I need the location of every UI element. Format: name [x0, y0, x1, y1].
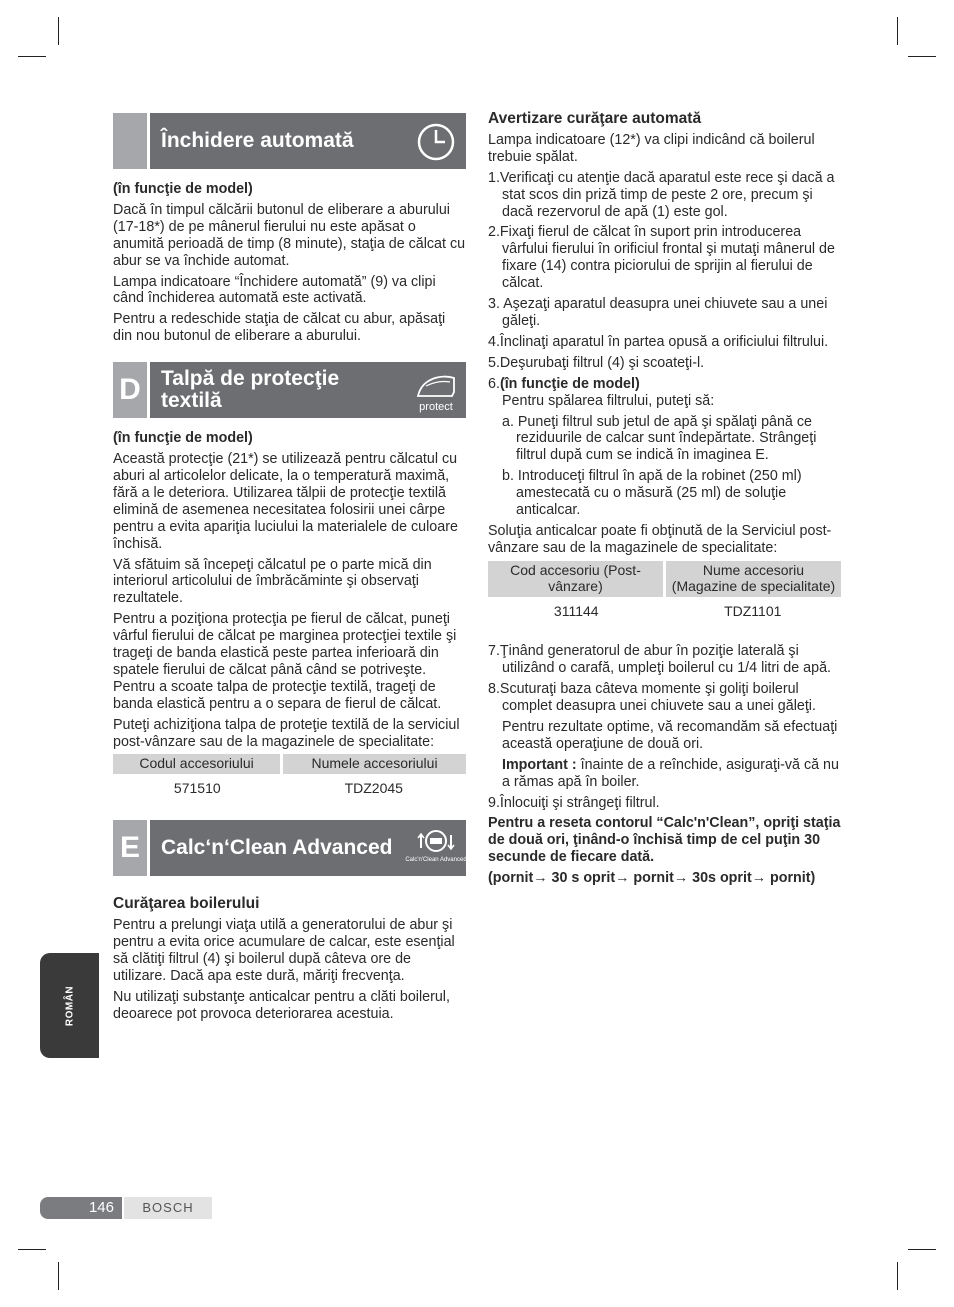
accessory-table — [488, 561, 841, 624]
crop-mark — [58, 17, 59, 45]
crop-mark — [897, 17, 898, 45]
language-label: ROMÂN — [64, 985, 75, 1026]
model-note: (în funcţie de model) — [113, 181, 253, 197]
table-header-code: Codul accesoriului — [113, 754, 282, 774]
section-header-d — [113, 362, 466, 418]
section-header-auto-off — [113, 113, 466, 169]
icon-label: Calc'n'Clean Advanced — [405, 857, 467, 864]
table-header-name: Nume accesoriu (Magazine de specialitate) — [665, 561, 842, 597]
important-text: înainte de a reînchide, asiguraţi-vă că nu a rămas apă în boiler. — [502, 756, 839, 790]
header-separator — [147, 820, 150, 876]
sub-list-item: b. Introduceţi filtrul în apă de la robinet (250 ml) amestecată cu o măsură (25 ml) de soluţie anticalcar. — [502, 468, 802, 519]
list-item: 2.Fixaţi fierul de călcat în suport prin introducerea vârfului fierului în orificiul frontal şi mutaţi mânerul de fixare (14) contra piciorului de sprijin al fierului de călcat. — [488, 224, 835, 292]
section-title — [161, 362, 339, 418]
section-header-e — [113, 820, 466, 876]
table-header-row — [113, 754, 466, 774]
table-header-row — [488, 561, 841, 597]
paragraph: Această protecţie (21*) se utilizează pentru călcatul cu aburi al articolelor delicate, la o temperatură maximă, fără a le deteriora. Utilizarea tălpii de protecţie textilă elimină de asemenea necesitatea folosirii unei cârpe pentru a evita apariţia luciului la materialele de culoare închisă. — [113, 451, 458, 552]
list-item — [488, 376, 841, 393]
calc-n-clean-icon — [405, 824, 467, 872]
paragraph: Pentru a poziţiona protecţia pe fierul de călcat, puneţi vârful fierului de călcat pe marginea protecţiei textile şi trageţi de banda elastică peste partea inferioară din spatele fierului de călcat până când se potriveşte. Pentru a scoate talpa de protecţie textilă, trageţi de banda elastică pentru a o separa de fierul de călcat. — [113, 611, 457, 712]
list-item: 8.Scuturaţi baza câteva momente şi goliţi boilerul complet deasupra unei chiuvete sau a unei găleţi. — [488, 681, 816, 714]
crop-mark — [908, 56, 936, 57]
list-item-text: Pentru rezultate optime, vă recomandăm să efectuaţi această operaţiune de două ori. — [502, 718, 838, 752]
table-row — [488, 597, 841, 624]
section-letter: D — [113, 362, 147, 418]
crop-mark — [58, 1262, 59, 1290]
crop-mark — [908, 1249, 936, 1250]
paragraph: Pentru a redeschide staţia de călcat cu abur, apăsaţi din nou butonul de eliberare a aburului. — [113, 311, 446, 345]
table-cell-code: 571510 — [173, 779, 221, 796]
paragraph: Dacă în timpul călcării butonul de eliberare a aburului (17-18*) de pe mânerul fierului nu este apăsat o anumită perioadă de timp (8 minute), staţia de călcat cu abur se va închide automat. — [113, 201, 466, 269]
paragraph: Soluţia anticalcar poate fi obţinută de la Serviciul post-vânzare sau de la magazinele de specialitate: — [488, 522, 832, 556]
important-note — [488, 757, 841, 791]
paragraph: Puteţi achiziţiona talpa de proteţie textilă de la serviciul post-vânzare sau de la magazinele de specialitate: — [113, 716, 460, 750]
paragraph: Nu utilizaţi substanţe anticalcar pentru a clăti boilerul, deoarece pot provoca deteriorarea acestuia. — [113, 989, 450, 1022]
right-column — [488, 111, 841, 891]
section-title: Calc‘n‘Clean Advanced — [161, 836, 393, 860]
title-line-2: textilă — [161, 389, 222, 413]
paragraph: Lampa indicatoare (12*) va clipi indicând că boilerul trebuie spălat. — [488, 131, 815, 165]
table-header-name: Numele accesoriului — [282, 754, 466, 774]
reset-sequence: (pornit→ 30 s oprit→ pornit→ 30s oprit→ pornit) — [488, 870, 816, 887]
brand-label: BOSCH — [124, 1197, 212, 1219]
header-separator — [147, 113, 150, 169]
list-item-text: Pentru spălarea filtrului, puteţi să: — [502, 392, 715, 409]
list-number: 6. — [488, 375, 500, 392]
title-line-1: Talpă de protecţie — [161, 367, 340, 391]
iron-protect-icon — [412, 366, 460, 414]
table-header-code: Cod accesoriu (Post-vânzare) — [488, 561, 665, 597]
section-letter: E — [113, 820, 147, 876]
list-item: 7.Ţinând generatorul de abur în poziţie laterală şi utilizând o carafă, umpleţi boilerul cu 1/4 litri de apă. — [488, 643, 832, 677]
icon-label: protect — [419, 401, 453, 414]
crop-mark — [18, 1249, 46, 1250]
paragraph: Vă sfătuim să începeţi călcatul pe o parte mică din interiorul articolului de îmbrăcăminte şi observaţi rezultatele. — [113, 556, 432, 607]
table-row — [113, 774, 466, 801]
model-note: (în funcţie de model) — [499, 375, 640, 392]
crop-mark — [18, 56, 46, 57]
language-tab — [40, 953, 99, 1058]
list-item: 1.Verificaţi cu atenţie dacă aparatul este rece şi dacă a stat scos din priză timp de peste 2 ore, precum şi dacă rezervorul de apă (1) este gol. — [488, 169, 835, 220]
important-label: Important : — [502, 756, 577, 773]
list-item: 3. Aşezaţi aparatul deasupra unei chiuvete sau a unei găleţi. — [488, 296, 828, 329]
clock-icon — [412, 117, 460, 165]
left-column — [113, 113, 466, 1027]
table-cell-name: TDZ1101 — [724, 602, 782, 619]
subheading: Avertizare curăţare automată — [488, 110, 702, 127]
page-number: 146 — [40, 1197, 122, 1219]
list-item: 5.Deşurubaţi filtrul (4) şi scoateţi-l. — [488, 354, 705, 371]
list-item: 4.Înclinaţi aparatul în partea opusă a orificiului filtrului. — [488, 333, 829, 350]
section-title: Închidere automată — [161, 129, 354, 152]
list-item: 9.Înlocuiţi şi strângeţi filtrul. — [488, 794, 660, 811]
paragraph: Lampa indicatoare “Închidere automată” (9) va clipi când închiderea automată este activată. — [113, 273, 436, 307]
section-letter-box — [113, 113, 147, 169]
paragraph: Pentru a prelungi viaţa utilă a generatorului de abur şi pentru a evita orice acumulare de calcar, este esenţial să clătiţi filtrul (4) şi boilerul după câteva ore de utilizare. Dacă apa este dură, măriţi frecvenţa. — [113, 917, 455, 985]
reset-instruction: Pentru a reseta contorul “Calc'n'Clean”, opriţi staţia de două ori, ţinând-o închisă timp de cel puţin 30 secunde de fiecare dată. — [488, 815, 841, 866]
header-separator — [147, 362, 150, 418]
table-cell-name: TDZ2045 — [344, 779, 403, 796]
sub-list-item: a. Puneţi filtrul sub jetul de apă şi spălaţi până ce reziduurile de calcar sunt îndepărtate. Strângeţi filtrul după cum se indică în imaginea E. — [502, 413, 817, 464]
model-note: (în funcţie de model) — [113, 430, 253, 447]
subheading: Curăţarea boilerului — [113, 895, 260, 913]
table-cell-code: 311144 — [553, 602, 599, 619]
accessory-table — [113, 754, 466, 800]
crop-mark — [897, 1262, 898, 1290]
